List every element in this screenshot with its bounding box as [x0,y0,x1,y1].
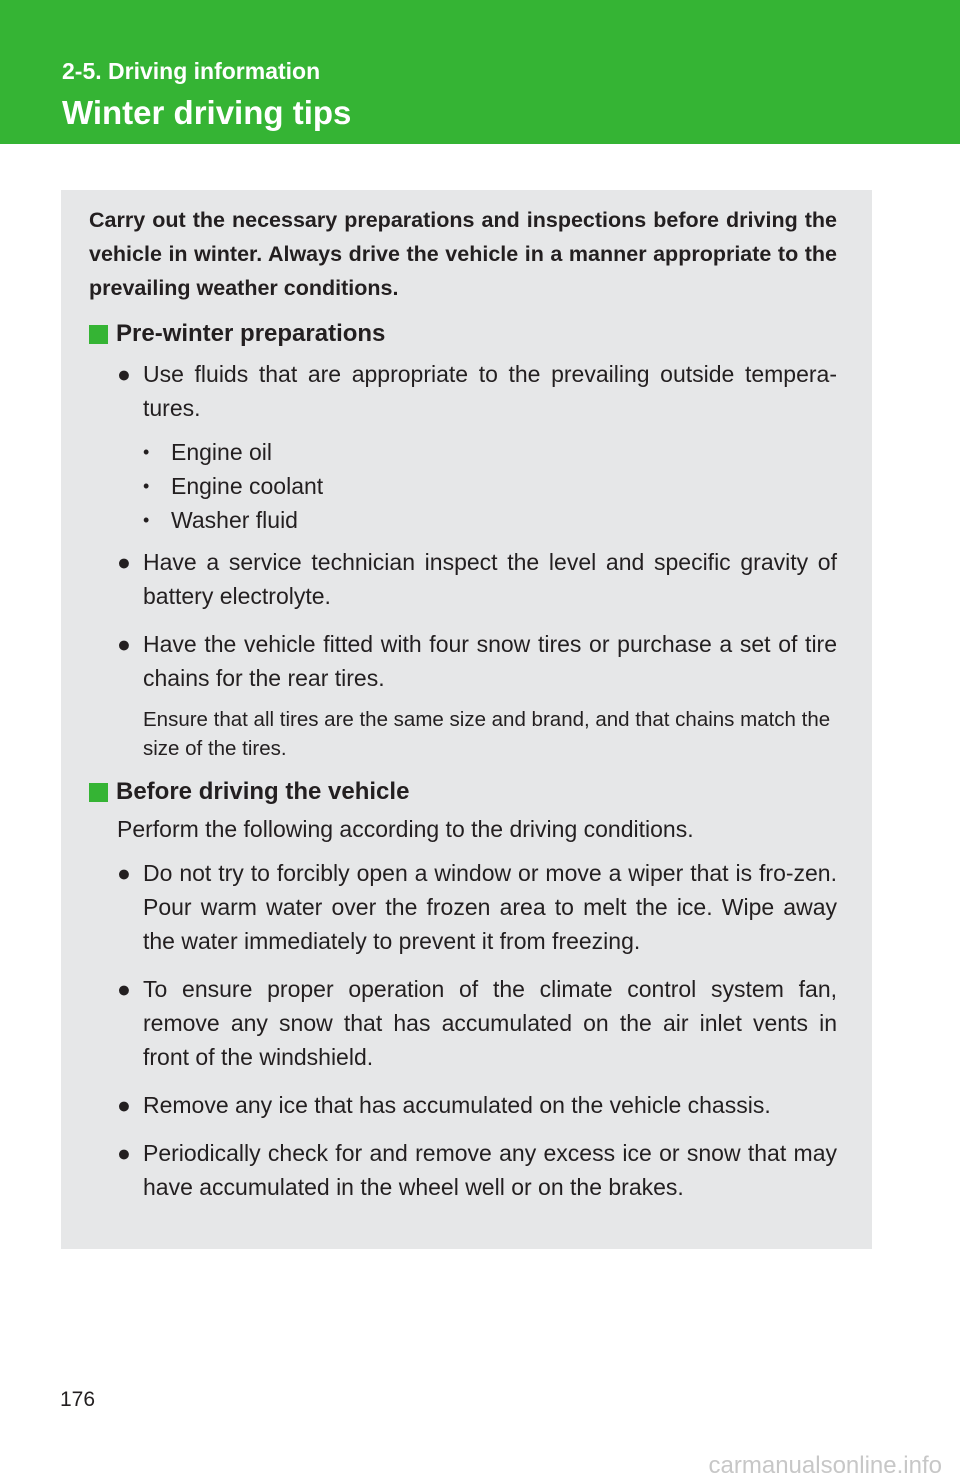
list-item-text: Do not try to forcibly open a window or move a wiper that is fro-zen. Pour warm water over the frozen area to melt the ice. Wipe away the water immediately to prevent it from freezing. [143,860,837,954]
sub-bullet-icon: • [143,510,150,530]
intro-text: Carry out the necessary preparations and inspections before driving the vehicle in winter. Always drive the vehicle in a manner appropriate to the prevailing weather conditions. [89,208,837,300]
square-bullet-icon [89,325,108,344]
square-bullet-icon [89,783,108,802]
page-title: Winter driving tips [62,94,352,131]
bullet-icon: ● [117,631,131,657]
list-item-text: Remove any ice that has accumulated on the vehicle chassis. [143,1092,771,1118]
sub-list-item-text: Washer fluid [171,507,298,533]
list-item-text: Have the vehicle fitted with four snow tires or purchase a set of tire chains for the rear tires. [143,631,837,691]
list-item [89,1088,837,1122]
list-item-text: Periodically check for and remove any excess ice or snow that may have accumulated in the wheel well or on the brakes. [143,1140,837,1200]
section-heading-pre-winter [89,317,837,351]
list-item [89,1136,837,1204]
sub-list-item [89,469,837,503]
bullet-icon: ● [117,549,131,575]
list-item [89,972,837,1074]
bullet-icon: ● [117,1092,131,1118]
sub-list-item-text: Engine coolant [171,473,324,499]
sub-list-item [89,503,837,537]
page-header [0,0,960,144]
list-item-text: To ensure proper operation of the climate control system fan, remove any snow that has accumulated on the air inlet vents in front of the windshield. [143,976,837,1070]
content-body [89,203,837,1218]
note-text: Ensure that all tires are the same size and brand, and that chains match the size of the tires. [143,708,831,760]
section-label: 2-5. Driving information [62,58,321,84]
list-item-text: Use fluids that are appropriate to the prevailing outside tempera-tures. [143,361,837,421]
bullet-icon: ● [117,1140,131,1166]
list-item-text: Have a service technician inspect the level and specific gravity of battery electrolyte. [143,549,837,609]
fluid-list [89,435,837,537]
section-heading-text: Pre-winter preparations [116,320,386,347]
list-item [89,545,837,613]
sub-list-item [89,435,837,469]
section-intro-text: Perform the following according to the driving conditions. [117,816,694,842]
section-heading-text: Before driving the vehicle [116,778,410,805]
list-item [89,856,837,958]
list-item [89,357,837,425]
section-heading-before-driving [89,775,837,809]
bullet-icon: ● [117,976,131,1002]
list-item [89,627,837,695]
watermark: carmanualsonline.info [708,1452,942,1479]
sub-bullet-icon: • [143,442,150,462]
page-number: 176 [60,1388,96,1411]
sub-bullet-icon: • [143,476,150,496]
sub-list-item-text: Engine oil [171,439,273,465]
bullet-icon: ● [117,860,131,886]
bullet-icon: ● [117,361,131,387]
